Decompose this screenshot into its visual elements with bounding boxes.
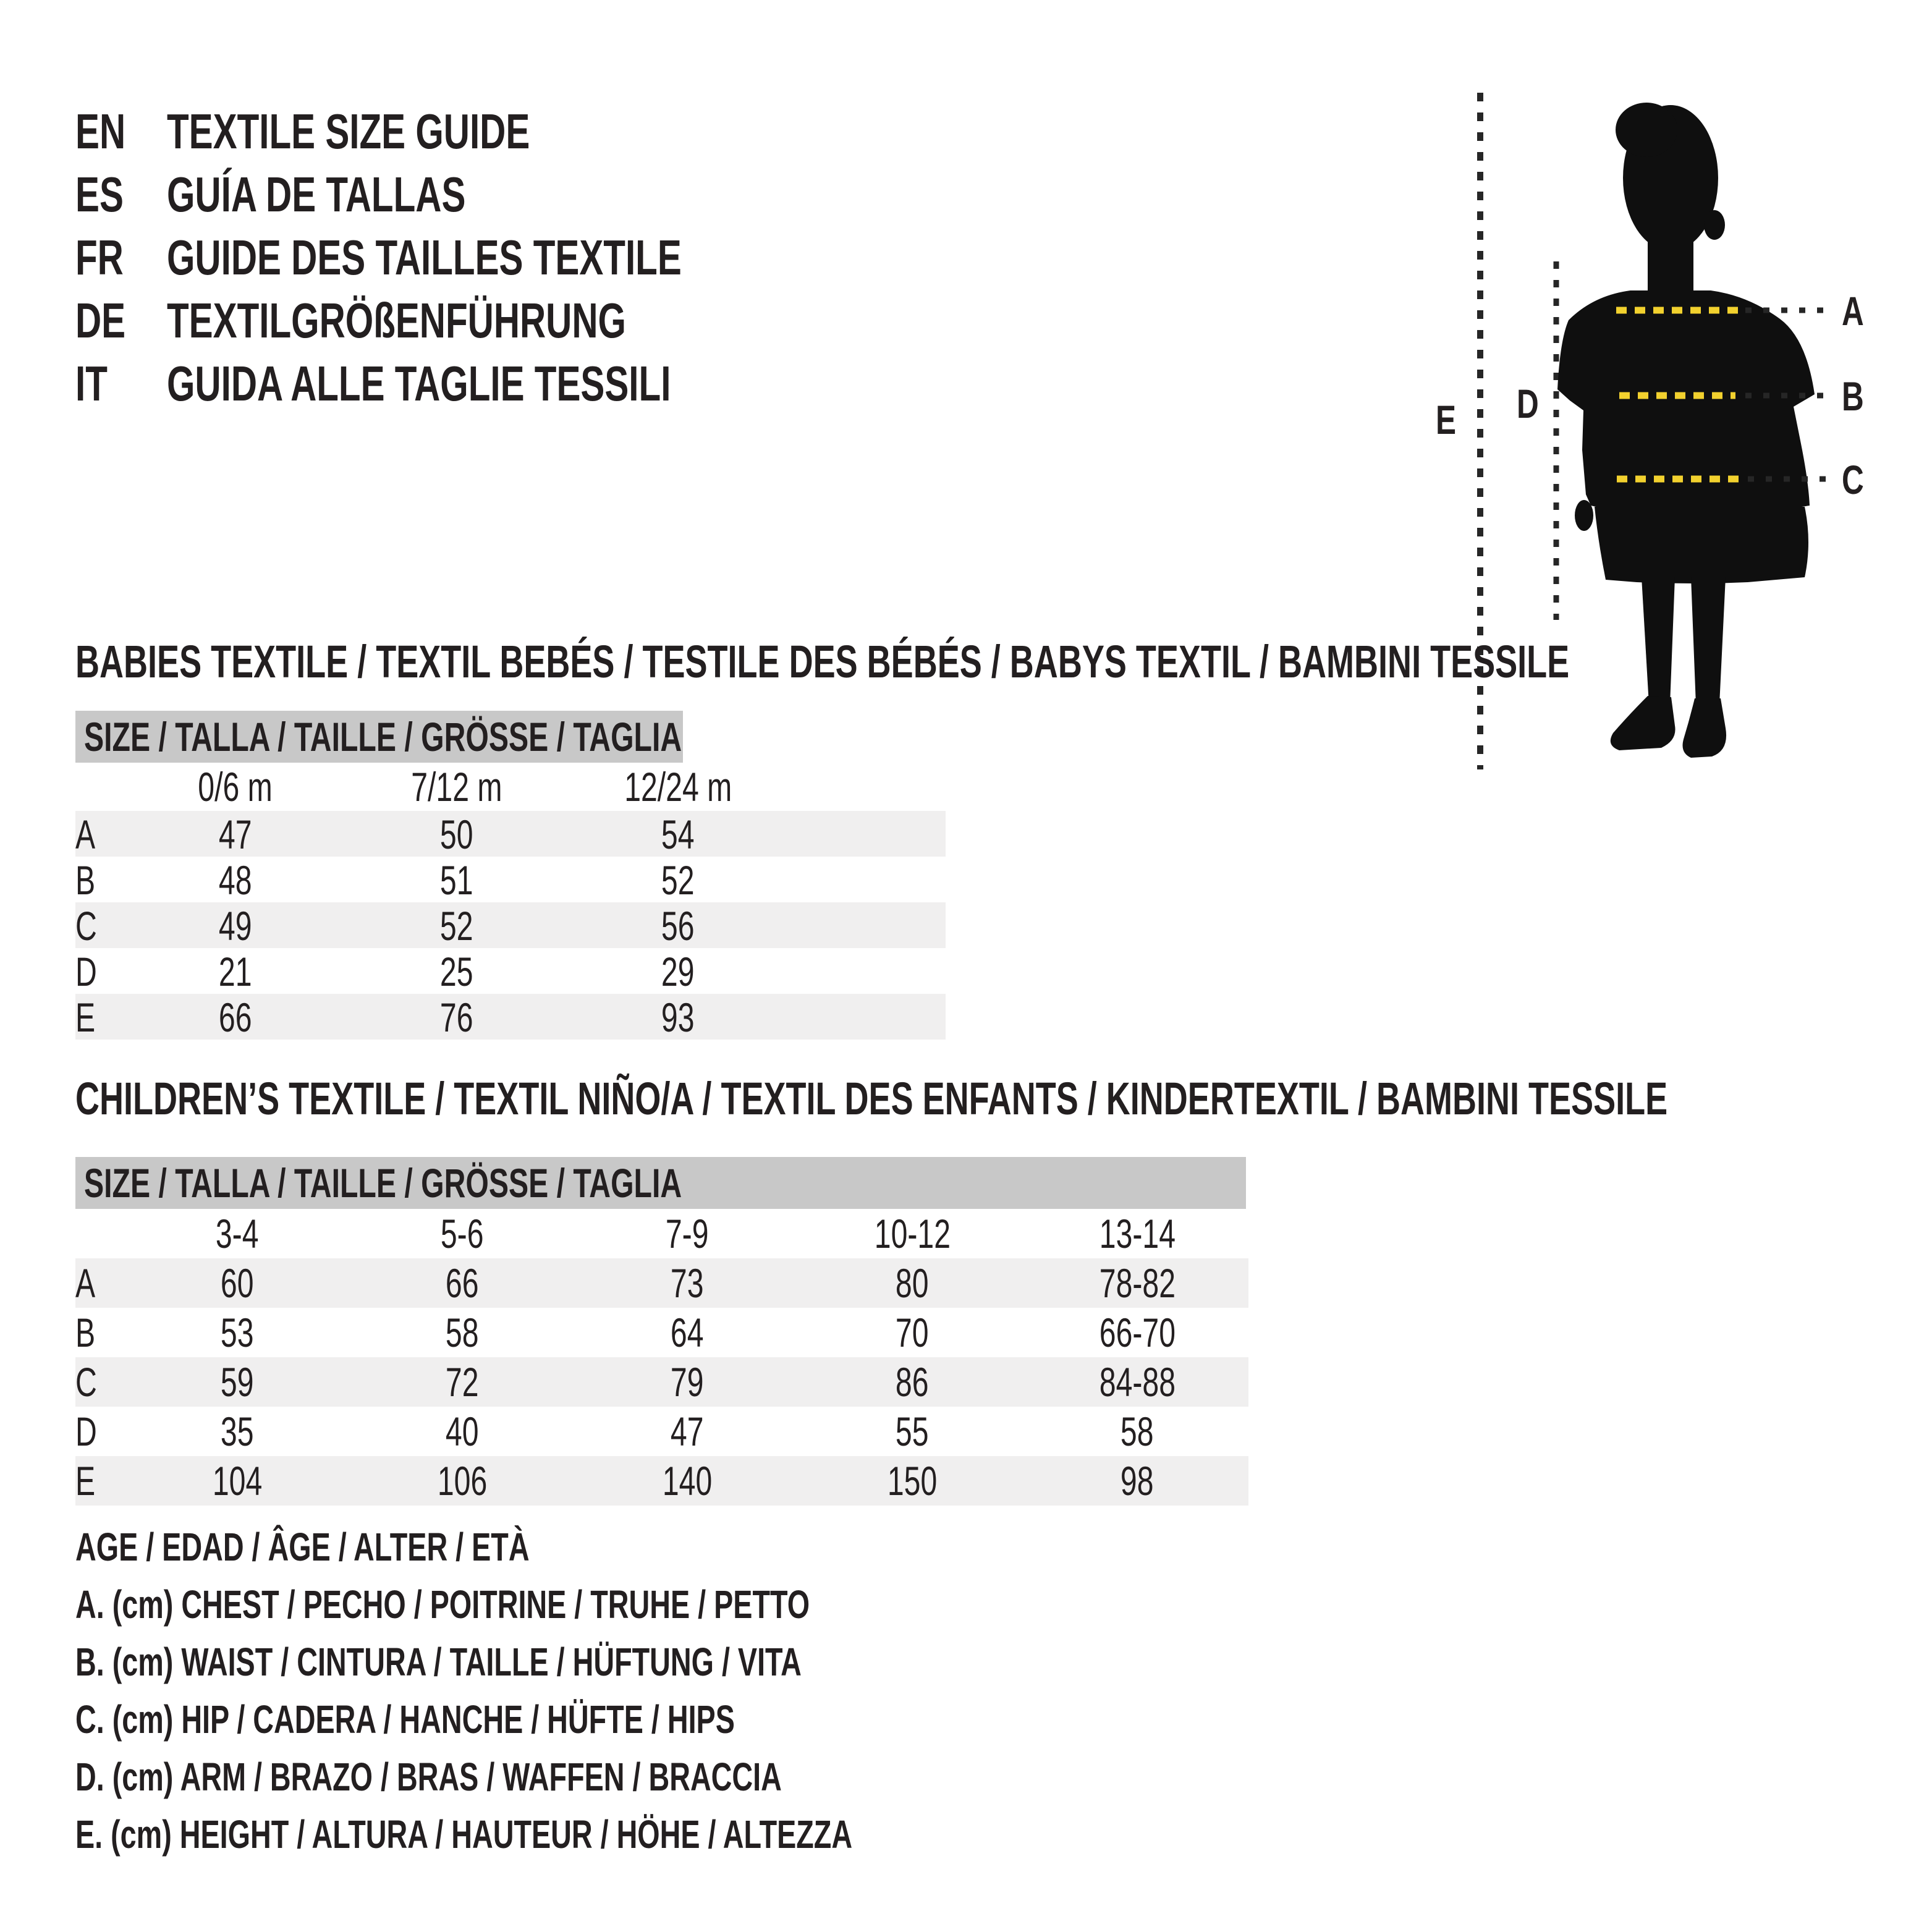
language-title: GUIDA ALLE TAGLIE TESSILI — [167, 356, 671, 411]
table-cell: 66-70 — [1099, 1310, 1176, 1355]
table-cell: 98 — [1121, 1458, 1154, 1504]
table-cell: 13-14 — [1099, 1211, 1176, 1256]
table-cell: 50 — [440, 811, 473, 857]
row-label: B — [75, 1310, 96, 1355]
table-cell: 21 — [219, 949, 252, 994]
table-cell: 10-12 — [874, 1211, 951, 1256]
label-b: B — [1842, 374, 1864, 420]
column-header-row — [75, 1209, 1248, 1258]
measurement-legend — [75, 1518, 1140, 1863]
children-section-title: CHILDREN’S TEXTILE / TEXTIL NIÑO/A / TEXTIL DES ENFANTS / KINDERTEXTIL / BAMBINI TESSILE — [75, 1072, 1668, 1124]
row-label: B — [75, 857, 96, 903]
table-cell: 7/12 m — [411, 764, 502, 810]
language-title: GUÍA DE TALLAS — [167, 167, 466, 222]
table-cell: 0/6 m — [198, 764, 273, 810]
language-title: TEXTILE SIZE GUIDE — [167, 104, 530, 159]
language-code: EN — [75, 104, 126, 159]
table-cell: 29 — [661, 949, 695, 994]
label-c: C — [1842, 457, 1864, 503]
legend-item: A. (cm) CHEST / PECHO / POITRINE / TRUHE / PETTO — [75, 1582, 810, 1627]
table-cell: 52 — [661, 857, 695, 903]
table-cell: 79 — [671, 1359, 704, 1405]
row-label: A — [75, 811, 96, 857]
size-header-bar: SIZE / TALLA / TAILLE / GRÖSSE / TAGLIA — [75, 1157, 1246, 1209]
table-cell: 5-6 — [441, 1211, 484, 1256]
table-cell: 58 — [446, 1310, 479, 1355]
table-cell: 80 — [896, 1260, 929, 1306]
table-cell: 56 — [661, 903, 695, 949]
language-title: GUIDE DES TAILLES TEXTILE — [167, 230, 682, 285]
table-cell: 76 — [440, 994, 473, 1040]
legend-item: B. (cm) WAIST / CINTURA / TAILLE / HÜFTUNG / VITA — [75, 1639, 802, 1684]
label-a: A — [1842, 289, 1864, 334]
language-row — [75, 226, 872, 289]
table-cell: 47 — [219, 811, 252, 857]
table-cell: 73 — [671, 1260, 704, 1306]
table-cell: 84-88 — [1099, 1359, 1176, 1405]
table-cell: 47 — [671, 1409, 704, 1454]
table-row — [75, 902, 946, 948]
table-cell: 54 — [661, 811, 695, 857]
table-cell: 64 — [671, 1310, 704, 1355]
table-cell: 35 — [221, 1409, 254, 1454]
table-cell: 58 — [1121, 1409, 1154, 1454]
language-code: IT — [75, 356, 108, 411]
table-row — [75, 857, 946, 902]
language-code: ES — [75, 167, 124, 222]
babies-size-table — [75, 711, 1256, 1040]
language-title-block — [75, 100, 872, 415]
table-cell: 25 — [440, 949, 473, 994]
legend-item: E. (cm) HEIGHT / ALTURA / HAUTEUR / HÖHE / ALTEZZA — [75, 1811, 853, 1857]
language-code: DE — [75, 293, 126, 348]
table-row — [75, 994, 946, 1040]
table-row — [75, 948, 946, 994]
table-row — [75, 1357, 1248, 1407]
table-cell: 106 — [437, 1458, 488, 1504]
table-row — [75, 1407, 1248, 1456]
table-cell: 7-9 — [666, 1211, 709, 1256]
table-cell: 150 — [887, 1458, 938, 1504]
table-row — [75, 811, 946, 857]
table-cell: 49 — [219, 903, 252, 949]
row-label: A — [75, 1260, 96, 1306]
language-code: FR — [75, 230, 124, 285]
table-cell: 53 — [221, 1310, 254, 1355]
table-cell: 72 — [446, 1359, 479, 1405]
language-row — [75, 352, 872, 415]
table-cell: 70 — [896, 1310, 929, 1355]
table-cell: 104 — [212, 1458, 263, 1504]
table-cell: 3-4 — [216, 1211, 259, 1256]
table-cell: 66 — [446, 1260, 479, 1306]
table-cell: 48 — [219, 857, 252, 903]
legend-age-line: AGE / EDAD / ÂGE / ALTER / ETÀ — [75, 1524, 530, 1569]
table-cell: 93 — [661, 994, 695, 1040]
table-cell: 140 — [662, 1458, 713, 1504]
table-row — [75, 1456, 1248, 1506]
table-cell: 12/24 m — [624, 764, 732, 810]
table-cell: 51 — [440, 857, 473, 903]
language-row — [75, 100, 872, 163]
table-cell: 52 — [440, 903, 473, 949]
babies-section-title: BABIES TEXTILE / TEXTIL BEBÉS / TESTILE DES BÉBÉS / BABYS TEXTIL / BAMBINI TESSILE — [75, 635, 1570, 687]
label-e: E — [1436, 397, 1457, 443]
row-label: C — [75, 903, 97, 949]
label-d: D — [1517, 381, 1539, 427]
size-header-bar: SIZE / TALLA / TAILLE / GRÖSSE / TAGLIA — [75, 711, 683, 763]
children-size-table — [75, 1157, 1256, 1506]
column-header-row — [75, 763, 946, 811]
table-cell: 86 — [896, 1359, 929, 1405]
row-label: C — [75, 1359, 97, 1405]
table-row — [75, 1308, 1248, 1357]
row-label: E — [75, 1458, 96, 1504]
table-cell: 40 — [446, 1409, 479, 1454]
table-cell: 60 — [221, 1260, 254, 1306]
row-label: E — [75, 994, 96, 1040]
table-cell: 55 — [896, 1409, 929, 1454]
row-label: D — [75, 949, 97, 994]
table-cell: 66 — [219, 994, 252, 1040]
language-row — [75, 289, 872, 352]
table-row — [75, 1258, 1248, 1308]
language-row — [75, 163, 872, 226]
legend-item: C. (cm) HIP / CADERA / HANCHE / HÜFTE / HIPS — [75, 1697, 735, 1742]
table-cell: 78-82 — [1099, 1260, 1176, 1306]
row-label: D — [75, 1409, 97, 1454]
table-cell: 59 — [221, 1359, 254, 1405]
legend-item: D. (cm) ARM / BRAZO / BRAS / WAFFEN / BRACCIA — [75, 1754, 782, 1799]
language-title: TEXTILGRÖßENFÜHRUNG — [167, 293, 626, 348]
